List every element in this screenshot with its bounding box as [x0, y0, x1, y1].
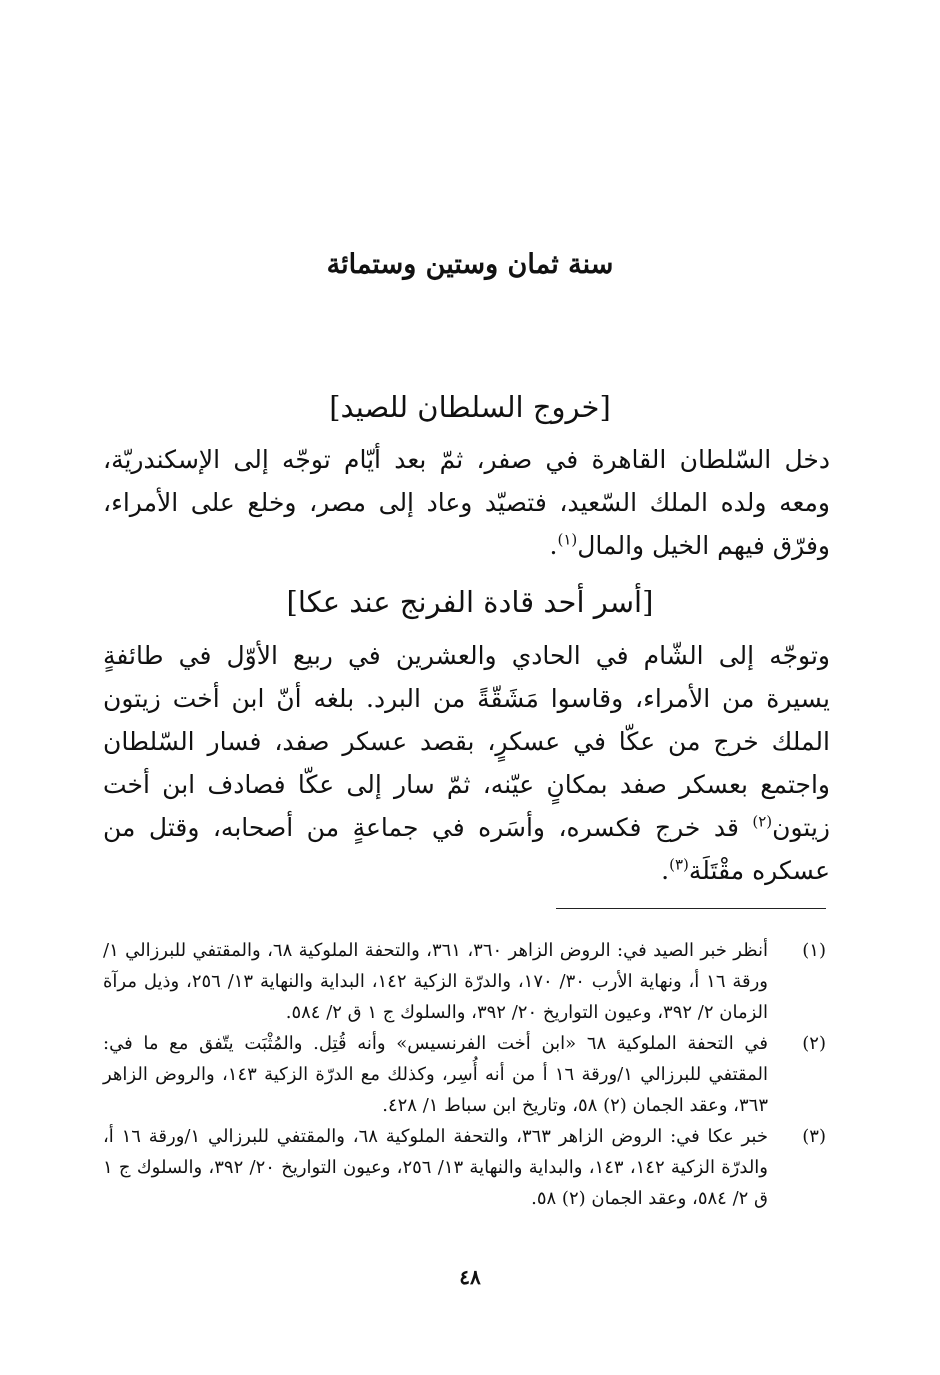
footnote-separator — [556, 908, 826, 909]
footnote-number: (١) — [802, 940, 826, 961]
footnote-item — [103, 1028, 830, 1121]
section-heading-acre-capture: [أسر أحد قادة الفرنج عند عكا] — [286, 585, 654, 619]
paragraph-sultan-hunting — [103, 438, 830, 567]
footnote-number: (٢) — [802, 1033, 826, 1054]
footnote-item — [103, 1121, 830, 1214]
paragraph-end: . — [549, 531, 558, 560]
paragraph-text-part-1: وتوجّه إلى الشّام في الحادي والعشرين في ربيع الأوّل في طائفةٍ يسيرة من الأمراء، وقاسوا مَشَقّةً من البرد. بلغه أنّ ابن أخت زيتون الملك خرج من عكّا في عسكرٍ، بقصد عسكر صفد، فسار السّلطان واجتمع بعسكر صفد بمكانٍ عيّنه، ثمّ سار إلى عكّا فصادف ابن أخت زيتون — [103, 641, 830, 842]
footnote-text: في التحفة الملوكية ٦٨ «ابن أخت الفرنسيس» وأنه قُتِل. والمُثْبَت يتّفق مع ما في: المقتفي للبرزالي ١/ورقة ١٦ أ من أنه أُسِر، وكذلك مع الدرّة الزكية ١٤٣، والروض الزاهر ٣٦٣، وعقد الجمان (٢) ٥٨، وتاريخ ابن سباط ١/ ٤٢٨. — [103, 1033, 768, 1116]
footnote-reference-3: (٣) — [669, 855, 689, 874]
paragraph-text-part-2: قد خرج فكسره، وأسَره في جماعةٍ من أصحابه، وقتل من عسكره مقْتَلَة — [103, 813, 830, 885]
footnote-reference-2: (٢) — [752, 812, 773, 831]
footnotes — [103, 935, 830, 1214]
footnote-reference-1: (١) — [557, 530, 578, 549]
paragraph-acre-capture — [103, 634, 830, 892]
footnote-number: (٣) — [802, 1126, 826, 1147]
paragraph-text: دخل السّلطان القاهرة في صفر، ثمّ بعد أيّام توجّه إلى الإسكندريّة، ومعه ولده الملك السّعيد، فتصيّد وعاد إلى مصر، وخلع على الأمراء، وفرّق فيهم الخيل والمال — [103, 445, 830, 560]
footnote-item — [103, 935, 830, 1028]
footnote-text: أنظر خبر الصيد في: الروض الزاهر ٣٦٠، ٣٦١، والتحفة الملوكية ٦٨، والمقتفي للبرزالي ١/ورقة ١٦ أ، ونهاية الأرب ٣٠/ ١٧٠، والدرّة الزكية ١٤٢، البداية والنهاية ١٣/ ٢٥٦، وذيل مرآة الزمان ٢/ ٣٩٢، وعيون التواريخ ٢٠/ ٣٩٢، والسلوك ج ١ ق ٢/ ٥٨٤. — [103, 940, 768, 1023]
year-title: سنة ثمان وستين وستمائة — [326, 249, 614, 280]
page-number: ٤٨ — [459, 1265, 481, 1289]
footnote-text: خبر عكا في: الروض الزاهر ٣٦٣، والتحفة الملوكية ٦٨، والمقتفي للبرزالي ١/ورقة ١٦ أ، والدرّة الزكية ١٤٢، ١٤٣، والبداية والنهاية ١٣/ ٢٥٦، وعيون التواريخ ٢٠/ ٣٩٢، والسلوك ج ١ ق ٢/ ٥٨٤، وعقد الجمان (٢) ٥٨. — [103, 1126, 769, 1209]
paragraph-end: . — [661, 856, 670, 885]
section-heading-sultan-hunting: [خروج السلطان للصيد] — [329, 390, 611, 424]
